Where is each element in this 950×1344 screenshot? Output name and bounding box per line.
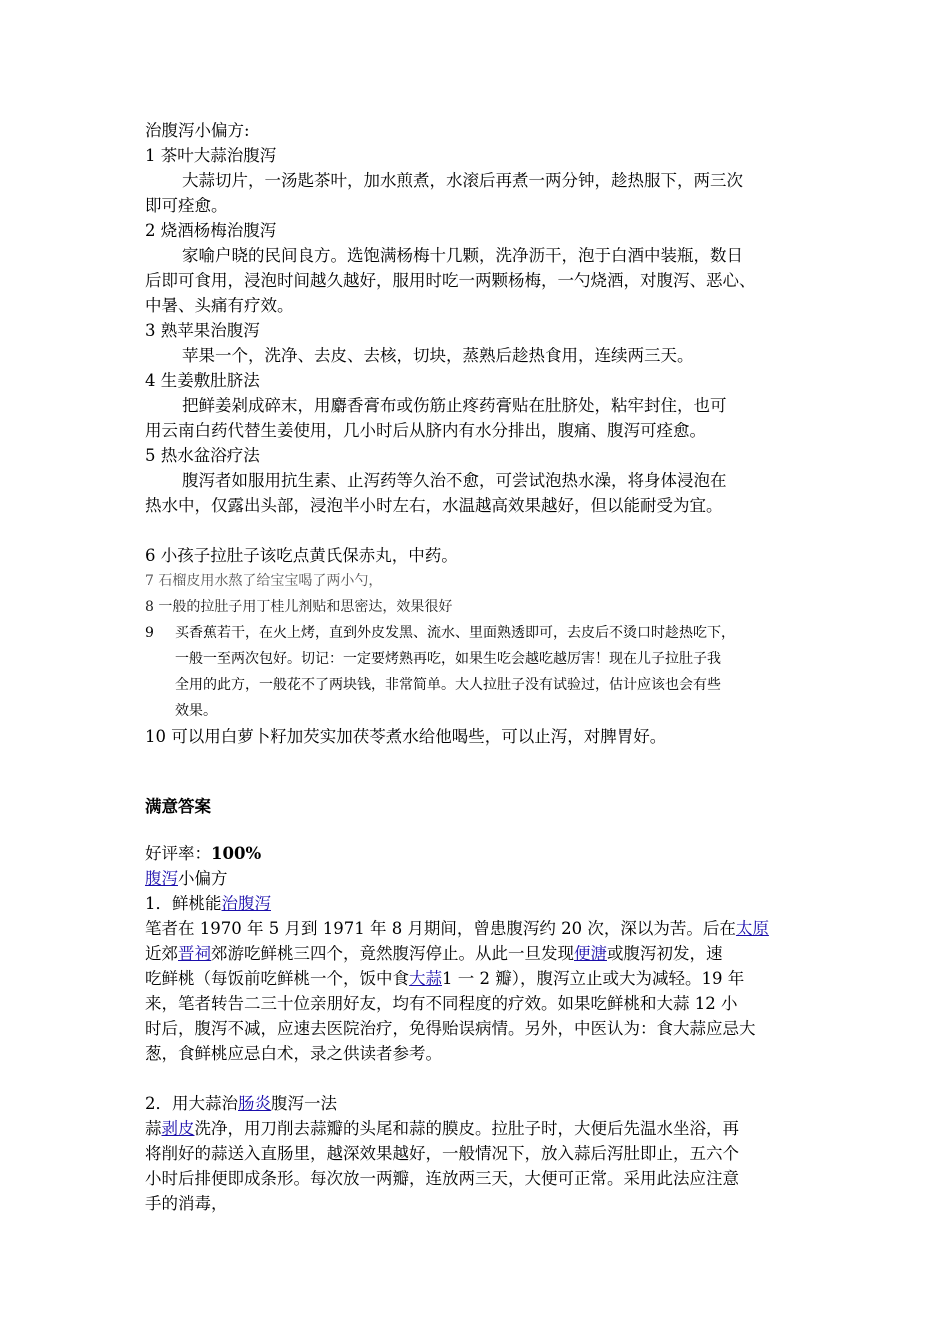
s1-line-f: 葱，食鲜桃应忌白术，录之供读者参考。 [145, 1044, 442, 1063]
link-biantang[interactable]: 便溏 [574, 944, 607, 963]
item-9-number: 9 [145, 625, 154, 641]
s1-line-a [145, 916, 810, 941]
link-changyan[interactable]: 肠炎 [238, 1094, 271, 1113]
s2-line-b: 将削好的蒜送入直肠里，越深效果越好，一般情况下，放入蒜后泻肚即止，五六个 [145, 1144, 739, 1163]
para-1b: 即可痊愈。 [145, 196, 228, 215]
para-5a: 腹泻者如服用抗生素、止泻药等久治不愈，可尝试泡热水澡，将身体浸泡在 [182, 471, 727, 490]
link-fuxie[interactable]: 腹泻 [145, 869, 178, 888]
para-3: 苹果一个，洗净、去皮、去核，切块，蒸熟后趁热食用，连续两三天。 [182, 346, 694, 365]
heading-5: 5 热水盆浴疗法 [145, 446, 260, 465]
heading-1: 1 茶叶大蒜治腹泻 [145, 146, 277, 165]
item-9-text [175, 620, 810, 724]
spacer [145, 819, 810, 841]
link-zhifuxie[interactable]: 治腹泻 [221, 894, 271, 913]
rating-line [145, 841, 810, 866]
s2-line-a-text1: 蒜 [145, 1119, 162, 1138]
para-2b: 后即可食用，浸泡时间越久越好，服用时吃一两颗杨梅，一勺烧酒，对腹泻、恶心、 [145, 271, 756, 290]
item-6: 6 小孩子拉肚子该吃点黄氏保赤丸，中药。 [145, 546, 458, 565]
heading-4: 4 生姜敷肚脐法 [145, 371, 260, 390]
spacer [145, 518, 810, 543]
s2-line-a-text2: 洗净，用刀削去蒜瓣的头尾和蒜的膜皮。拉肚子时，大便后先温水坐浴，再 [194, 1119, 739, 1138]
doc-title: 治腹泻小偏方: [145, 121, 250, 140]
section-2-prefix: 2．用大蒜治 [145, 1094, 238, 1113]
item-10: 10 可以用白萝卜籽加芡实加茯苓煮水给他喝些，可以止泻，对脾胃好。 [145, 727, 667, 746]
section-1-heading [145, 891, 810, 916]
item-7: 7 石榴皮用水熬了给宝宝喝了两小勺， [145, 573, 383, 589]
item-9-line-d: 效果。 [175, 703, 217, 719]
item-8: 8 一般的拉肚子用丁桂儿剂贴和思密达，效果很好 [145, 599, 453, 615]
para-2c: 中暑、头痛有疗效。 [145, 296, 294, 315]
link-boupi[interactable]: 剥皮 [161, 1119, 195, 1138]
para-4b: 用云南白药代替生姜使用，几小时后从脐内有水分排出，腹痛、腹泻可痊愈。 [145, 421, 706, 440]
item-9-line-c: 全用的此方，一般花不了两块钱，非常简单。大人拉肚子没有试验过，估计应该也会有些 [175, 677, 721, 693]
s1-line-b-text1: 近郊 [145, 944, 178, 963]
rating-value: 100% [211, 844, 262, 863]
answer-heading: 满意答案 [145, 797, 211, 816]
section-1-prefix: 1．鲜桃能 [145, 894, 222, 913]
link-dasuan[interactable]: 大蒜 [409, 969, 442, 988]
heading-2: 2 烧酒杨梅治腹泻 [145, 221, 277, 240]
link-jinci[interactable]: 晋祠 [178, 944, 211, 963]
item-9-line-b: 一般一至两次包好。切记：一定要烤熟再吃，如果生吃会越吃越厉害！现在儿子拉肚子我 [175, 651, 721, 667]
document-page [145, 118, 810, 1216]
s1-line-b [145, 941, 810, 966]
section-2-heading [145, 1091, 810, 1116]
s1-line-b-text2: 郊游吃鲜桃三四个，竟然腹泻停止。从此一旦发现 [211, 944, 574, 963]
s2-line-a [145, 1116, 810, 1141]
para-1a: 大蒜切片，一汤匙茶叶，加水煎煮，水滚后再煮一两分钟，趁热服下，两三次 [182, 171, 743, 190]
s2-line-d: 手的消毒， [145, 1194, 228, 1213]
link-taiyuan[interactable]: 太原 [735, 919, 769, 938]
section-2-suffix: 腹泻一法 [271, 1094, 337, 1113]
item-9-line-a: 买香蕉若干，在火上烤，直到外皮发黑、流水、里面熟透即可，去皮后不烫口时趁热吃下， [175, 625, 735, 641]
rating-label: 好评率： [145, 844, 211, 863]
spacer [145, 749, 810, 794]
s1-line-c [145, 966, 810, 991]
heading-3: 3 熟苹果治腹泻 [145, 321, 260, 340]
s1-line-b-text3: 或腹泻初发，速 [607, 944, 723, 963]
sub-title [145, 866, 810, 891]
s1-line-e: 时后，腹泻不减，应速去医院治疗，免得贻误病情。另外，中医认为：食大蒜应忌大 [145, 1019, 756, 1038]
para-2a: 家喻户晓的民间良方。选饱满杨梅十几颗，洗净沥干，泡于白酒中装瓶，数日 [182, 246, 743, 265]
s2-line-c: 小时后排便即成条形。每次放一两瓣，连放两三天，大便可正常。采用此法应注意 [145, 1169, 739, 1188]
item-9 [145, 620, 810, 724]
s1-line-c-text2: 1 一 2 瓣），腹泻立止或大为减轻。19 年 [442, 969, 745, 988]
s1-line-a-text: 笔者在 1970 年 5 月到 1971 年 8 月期间，曾患腹泻约 20 次，深以为苦。后在 [145, 919, 736, 938]
s1-line-c-text1: 吃鲜桃（每饭前吃鲜桃一个，饭中食 [145, 969, 409, 988]
sub-title-rest: 小偏方 [178, 869, 228, 888]
spacer [145, 1066, 810, 1091]
para-4a: 把鲜姜剁成碎末，用麝香膏布或伤筋止疼药膏贴在肚脐处，粘牢封住，也可 [182, 396, 727, 415]
para-5b: 热水中，仅露出头部，浸泡半小时左右，水温越高效果越好，但以能耐受为宜。 [145, 496, 723, 515]
s1-line-d: 来，笔者转告二三十位亲朋好友，均有不同程度的疗效。如果吃鲜桃和大蒜 12 小 [145, 994, 738, 1013]
